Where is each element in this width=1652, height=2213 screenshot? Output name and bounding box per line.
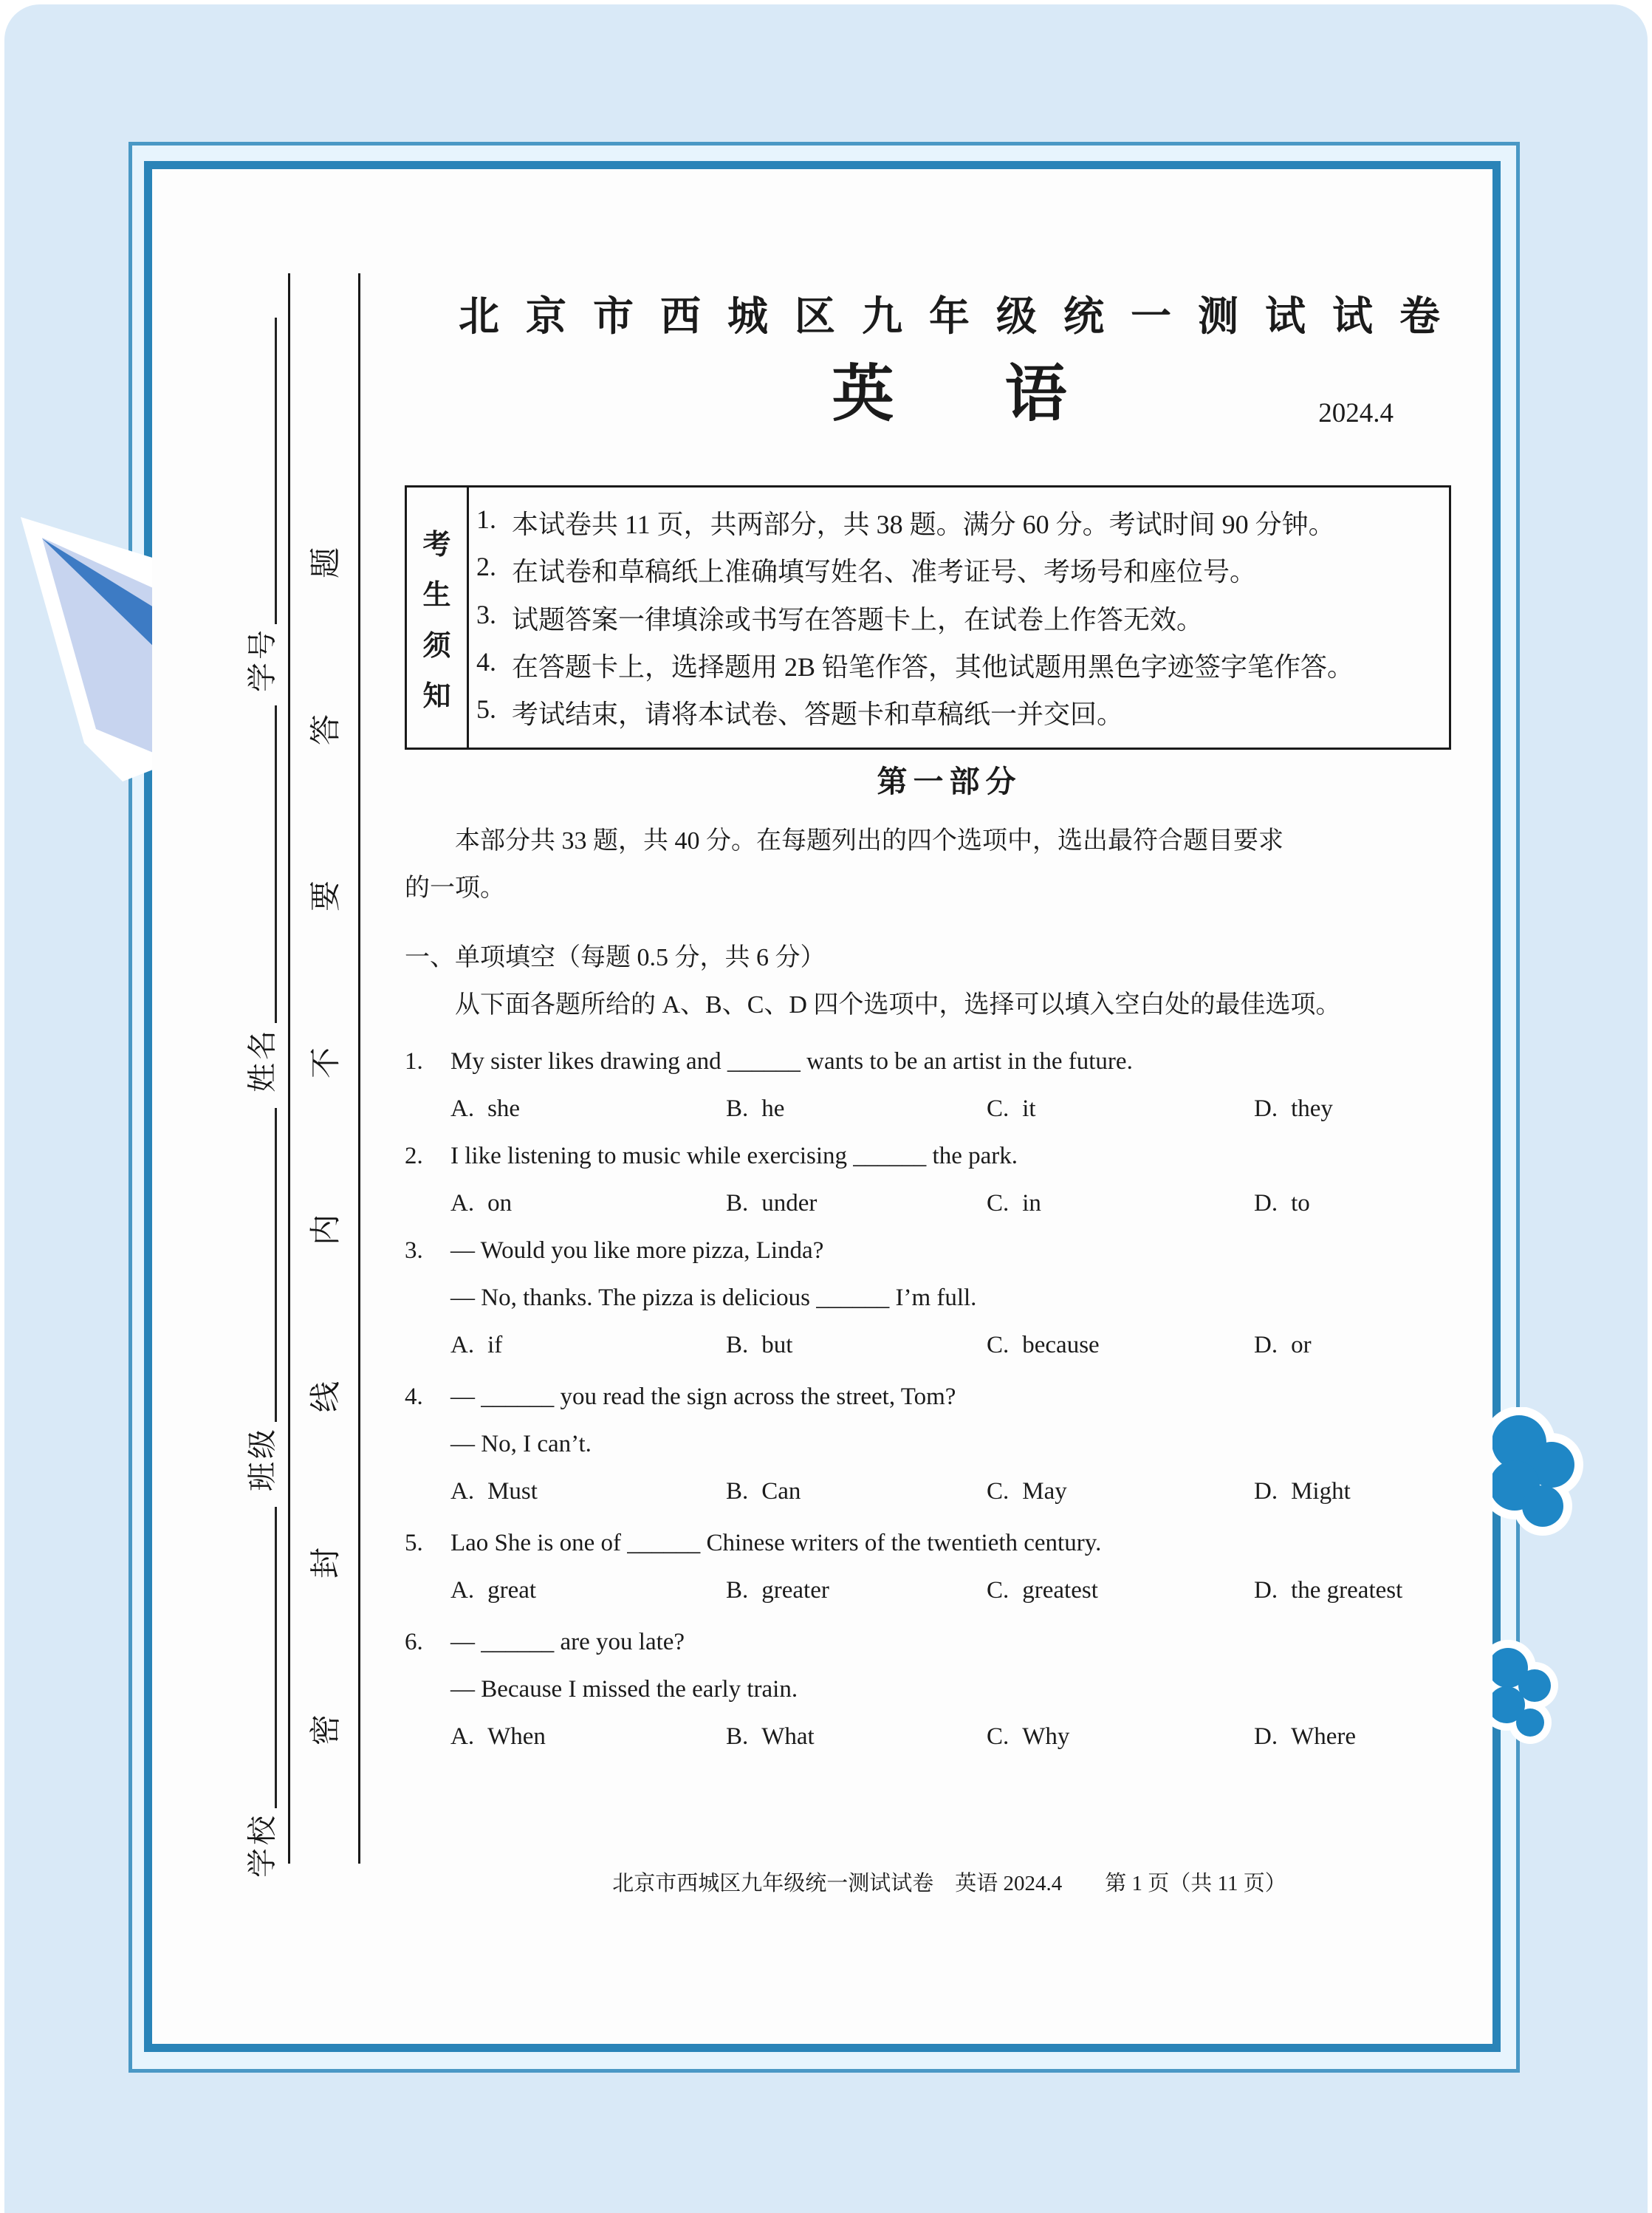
option-d: D. or xyxy=(1254,1332,1312,1358)
question-text: 3. — Would you like more pizza, Linda? xyxy=(405,1237,824,1264)
class-label: 班级 xyxy=(245,1426,279,1491)
options-row xyxy=(405,1321,1494,1369)
option-c: C. greatest xyxy=(987,1577,1098,1604)
page-title: 北京市西城区九年级统一测试试卷 xyxy=(458,294,1467,339)
notice-item: 2. 在试卷和草稿纸上准确填写姓名、准考证号、考场号和座位号。 xyxy=(476,552,1257,587)
notice-item: 1. 本试卷共 11 页，共两部分，共 38 题。满分 60 分。考试时间 90 分钟。 xyxy=(476,504,1335,539)
part1-heading: 第一部分 xyxy=(877,765,1022,798)
option-d: D. Where xyxy=(1254,1723,1357,1750)
option-c: C. because xyxy=(987,1332,1100,1358)
question-3 xyxy=(405,1227,1494,1369)
seal-line-outer xyxy=(358,273,360,1864)
part1-intro-line1: 本部分共 33 题，共 40 分。在每题列出的四个选项中，选出最符合题目要求 xyxy=(455,827,1283,855)
option-b: B. but xyxy=(726,1332,793,1358)
notice-heading-char: 知 xyxy=(422,681,451,713)
subject-title: 英语 xyxy=(832,360,1178,429)
name-blank-line xyxy=(275,705,277,1023)
question-text: 6. — ______ are you late? xyxy=(405,1629,685,1655)
option-c: C. May xyxy=(987,1478,1067,1505)
class-blank-line xyxy=(275,1108,277,1422)
question-2 xyxy=(405,1132,1494,1227)
page-footer: 北京市西城区九年级统一测试试卷 英语 2024.4 第 1 页（共 11 页） xyxy=(612,1872,1286,1895)
option-b: B. What xyxy=(726,1723,815,1750)
option-b: B. under xyxy=(726,1190,818,1217)
notice-heading-char: 考 xyxy=(422,529,451,561)
section1-title: 一、单项填空（每题 0.5 分，共 6 分） xyxy=(405,944,826,971)
question-text: 1. My sister likes drawing and ______ wants to be an artist in the future. xyxy=(405,1048,1133,1075)
notice-heading-char: 须 xyxy=(422,630,451,662)
paper-page: 学号 姓名 班级 学校 题 答 要 不 内 线 封 密 北京市西城区九年级统一测试试卷 英语 2024.4 考 生 须 知 1. 本试卷共 11 页，共两部分，共 38 题。满分 60 分。考试时间 90 分钟。 2. 在试卷和草稿纸上准确填写姓名、准考证号、考场号和座位号。 3. 试题答案一律填涂或书写在答题卡上，在试卷上作答无效。 4. 在答题卡上，选择题用 2B 铅笔作答，其他试题用黑色字迹签字笔作答。 5. 考试结束，请将本试卷、答题卡和草稿纸一并交回。 第一部分 本部分共 33 题，共 40 分。在每题列出的四个选项中，选出最符合题目要求 的一项。 一、单项填空（每题 0.5 分，共 6 分） 从下面各题所给的 A、B、C、D 四个选项中，选择可以填入空白处的最佳选项。 1. My sister likes drawing and ______ wants to be an artist in the future. A. she B. he C. it D. they 2. I like listening to music while exercising ______ the park. A. on B. under C. in D. to 3. — Would you like more pizza, Linda? — No, thanks. The pizza is delicious ______ I’m full. A. if B. but C. because D. or 4. — ______ you read the sign across the street, Tom? — No, I can’t. A. Must B. Can C. May D. Might 5. Lao She is one of ______ Chinese writers of the twentieth century. A. great B. greater C. greatest D. the greatest 6. — ______ are you late? — Because I missed the early train. A. When B. What C. Why D. Where 北京市西城区九年级统一测试试卷 英语 2024.4 第 1 页（共 11 页） xyxy=(152,169,1492,2044)
notice-box xyxy=(405,485,1451,750)
section1-instruction: 从下面各题所给的 A、B、C、D 四个选项中，选择可以填入空白处的最佳选项。 xyxy=(455,991,1341,1019)
school-blank-line xyxy=(275,1507,277,1808)
question-text: — No, I can’t. xyxy=(450,1431,592,1457)
option-d: D. they xyxy=(1254,1095,1333,1122)
option-a: A. Must xyxy=(450,1478,538,1505)
notice-item: 5. 考试结束，请将本试卷、答题卡和草稿纸一并交回。 xyxy=(476,694,1124,729)
question-text: 4. — ______ you read the sign across the street, Tom? xyxy=(405,1383,956,1410)
notice-items xyxy=(469,488,1449,748)
options-row xyxy=(405,1085,1494,1132)
option-a: A. When xyxy=(450,1723,546,1750)
option-a: A. great xyxy=(450,1577,537,1604)
options-row xyxy=(405,1180,1494,1227)
student-id-blank-line xyxy=(275,318,277,624)
subject-row xyxy=(405,358,1494,432)
question-text: 5. Lao She is one of ______ Chinese writers of the twentieth century. xyxy=(405,1530,1102,1556)
question-text: — Because I missed the early train. xyxy=(450,1676,798,1703)
exam-date: 2024.4 xyxy=(1318,398,1394,428)
option-d: D. Might xyxy=(1254,1478,1351,1505)
school-label: 学校 xyxy=(245,1813,279,1878)
student-id-label: 学号 xyxy=(245,627,279,692)
question-text: 2. I like listening to music while exercising ______ the park. xyxy=(405,1143,1018,1169)
notice-heading xyxy=(407,488,469,748)
notice-item: 3. 试题答案一律填涂或书写在答题卡上，在试卷上作答无效。 xyxy=(476,599,1204,635)
options-row xyxy=(405,1567,1494,1614)
question-6 xyxy=(405,1618,1494,1760)
question-1 xyxy=(405,1038,1494,1132)
option-a: A. she xyxy=(450,1095,521,1122)
paper-plane-icon xyxy=(15,510,162,790)
option-d: D. to xyxy=(1254,1190,1310,1217)
option-b: B. he xyxy=(726,1095,785,1122)
question-5 xyxy=(405,1519,1494,1614)
question-4 xyxy=(405,1373,1494,1515)
option-a: A. on xyxy=(450,1190,513,1217)
option-b: B. Can xyxy=(726,1478,801,1505)
question-text: — No, thanks. The pizza is delicious ______ I’m full. xyxy=(450,1285,977,1311)
content-column xyxy=(405,169,1494,1895)
option-c: C. Why xyxy=(987,1723,1070,1750)
name-label: 姓名 xyxy=(245,1027,279,1092)
options-row xyxy=(405,1468,1494,1515)
seal-line-inner xyxy=(288,273,290,1864)
option-c: C. it xyxy=(987,1095,1036,1122)
option-a: A. if xyxy=(450,1332,503,1358)
part1-intro-line2: 的一项。 xyxy=(405,875,505,902)
options-row xyxy=(405,1713,1494,1760)
option-c: C. in xyxy=(987,1190,1041,1217)
option-b: B. greater xyxy=(726,1577,829,1604)
notice-heading-char: 生 xyxy=(422,580,451,612)
notice-item: 4. 在答题卡上，选择题用 2B 铅笔作答，其他试题用黑色字迹签字笔作答。 xyxy=(476,646,1354,682)
option-d: D. the greatest xyxy=(1254,1577,1403,1604)
